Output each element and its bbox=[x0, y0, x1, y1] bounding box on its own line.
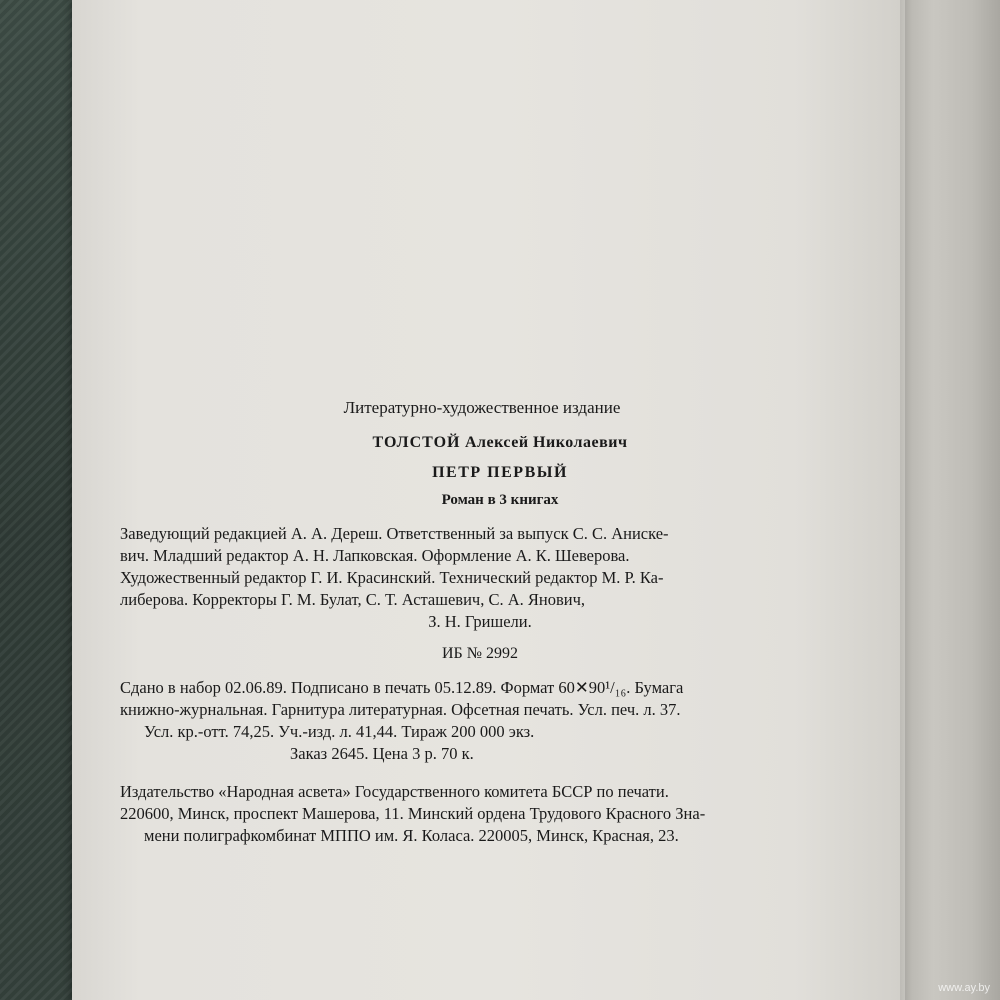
credits bbox=[120, 523, 840, 633]
edition-type: Литературно-художественное издание bbox=[343, 398, 621, 417]
ib-number: ИБ № 2992 bbox=[441, 645, 518, 662]
credits-line: З. Н. Гришели. bbox=[428, 612, 532, 631]
author-surname: ТОЛСТОЙ bbox=[372, 434, 461, 451]
author-name: Алексей Николаевич bbox=[464, 434, 628, 451]
site-watermark: www.ay.by bbox=[938, 982, 990, 994]
publisher-line: Издательство «Народная асвета» Государственного комитета БССР по печати. bbox=[120, 782, 669, 801]
book-subtitle: Роман в 3 книгах bbox=[441, 492, 559, 508]
book-title: ПЕТР ПЕРВЫЙ bbox=[432, 464, 568, 481]
credits-line: либерова. Корректоры Г. М. Булат, С. Т. Асташевич, С. А. Янович, bbox=[120, 590, 586, 609]
page-edge-shadow bbox=[900, 0, 912, 1000]
page-edge bbox=[905, 0, 1000, 1000]
colophon bbox=[120, 398, 860, 847]
author-line bbox=[120, 434, 880, 452]
publisher-line: 220600, Минск, проспект Машерова, 11. Минский ордена Трудового Красного Зна- bbox=[120, 804, 706, 823]
imprint-line: Заказ 2645. Цена 3 р. 70 к. bbox=[290, 744, 474, 763]
credits-line: Художественный редактор Г. И. Красинский. Технический редактор М. Р. Ка- bbox=[120, 568, 664, 587]
imprint-line: Сдано в набор 02.06.89. Подписано в печать 05.12.89. Формат 60✕90¹/₁₆. Бумага bbox=[120, 678, 684, 697]
imprint-line: Усл. кр.-отт. 74,25. Уч.-изд. л. 41,44. Тираж 200 000 экз. bbox=[144, 722, 535, 741]
credits-line: вич. Младший редактор А. Н. Лапковская. Оформление А. К. Шеверова. bbox=[120, 546, 630, 565]
imprint-line: книжно-журнальная. Гарнитура литературная. Офсетная печать. Усл. печ. л. 37. bbox=[120, 700, 681, 719]
imprint bbox=[120, 677, 860, 765]
publisher-line: мени полиграфкомбинат МППО им. Я. Коласа. 220005, Минск, Красная, 23. bbox=[144, 826, 679, 845]
publisher-info bbox=[120, 781, 860, 847]
credits-line: Заведующий редакцией А. А. Дереш. Ответственный за выпуск С. С. Аниске- bbox=[120, 524, 669, 543]
